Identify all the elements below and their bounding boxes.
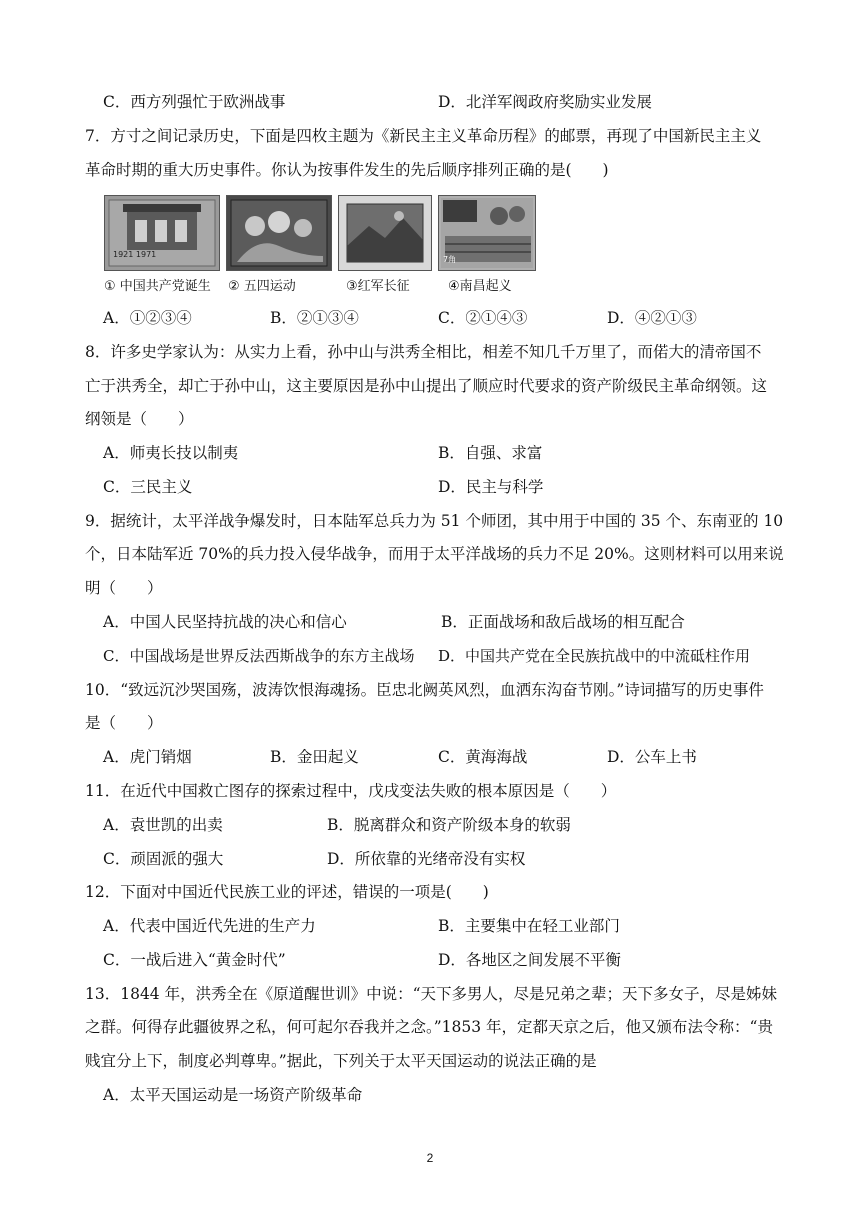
q8-stem-line2: 亡于洪秀全，却亡于孙中山，这主要原因是孙中山提出了顺应时代要求的资产阶级民主革命纲领。这 <box>85 377 768 395</box>
stamp-2-picture <box>227 196 331 270</box>
page-number: 2 <box>426 1151 434 1165</box>
q9-stem-line3: 明（ ） <box>85 579 163 597</box>
stamp-3-picture <box>339 196 431 270</box>
q10-stem-line1: 10．“致远沉沙哭国殇，波涛饮恨海魂扬。臣忠北阙英风烈，血洒东沟奋节刚。”诗词描写的历史事件 <box>85 681 764 699</box>
q13-stem-line1: 13．1844 年，洪秀全在《原道醒世训》中说：“天下多男人，尽是兄弟之辈；天下多女子，尽是姊妹 <box>85 985 778 1003</box>
q10-option-c: C．黄海海战 <box>438 748 528 766</box>
q12-option-d: D．各地区之间发展不平衡 <box>438 951 621 969</box>
q8-stem-line1: 8．许多史学家认为：从实力上看，孙中山与洪秀全相比，相差不知几千万里了，而偌大的清帝国不 <box>85 343 762 361</box>
q12-option-b: B．主要集中在轻工业部门 <box>438 917 620 935</box>
q9-option-a: A．中国人民坚持抗战的决心和信心 <box>103 613 347 631</box>
q7-stem-line1: 7．方寸之间记录历史，下面是四枚主题为《新民主主义革命历程》的邮票，再现了中国新民主主义 <box>85 127 762 145</box>
q8-option-c: C．三民主义 <box>103 478 193 496</box>
q7-option-b: B．②①③④ <box>270 309 359 327</box>
q13-stem-line3: 贱宜分上下，制度必判尊卑。”据此，下列关于太平天国运动的说法正确的是 <box>85 1052 597 1070</box>
q13-stem-line2: 之群。何得存此疆彼界之私，何可起尔吞我并之念。”1853 年，定都天京之后，他又颁布法令称：“贵 <box>85 1018 773 1036</box>
q7-option-d: D．④②①③ <box>607 309 697 327</box>
stamp-3-caption: ③红军长征 <box>346 279 410 294</box>
stamp-2-image <box>226 195 332 271</box>
q8-option-d: D．民主与科学 <box>438 478 544 496</box>
q9-stem-line1: 9．据统计，太平洋战争爆发时，日本陆军总兵力为 51 个师团，其中用于中国的 35 个、东南亚的 10 <box>85 512 784 530</box>
q8-option-b: B．自强、求富 <box>438 444 543 462</box>
q12-option-c: C．一战后进入“黄金时代” <box>103 951 286 969</box>
q12-option-a: A．代表中国近代先进的生产力 <box>103 917 316 935</box>
stamp-1-image <box>104 195 220 271</box>
q12-stem-line1: 12．下面对中国近代民族工业的评述，错误的一项是( ) <box>85 883 489 901</box>
q7-stem-line2: 革命时期的重大历史事件。你认为按事件发生的先后顺序排列正确的是( ) <box>85 161 609 179</box>
q8-option-a: A．师夷长技以制夷 <box>103 444 239 462</box>
q6-option-d: D．北洋军阀政府奖励实业发展 <box>438 93 652 111</box>
q7-option-a: A．①②③④ <box>103 309 192 327</box>
stamp-4-image <box>438 195 536 271</box>
stamp-3-image <box>338 195 432 271</box>
stamp-images <box>102 195 542 295</box>
q10-stem-line2: 是（ ） <box>85 714 163 732</box>
q11-option-a: A．袁世凯的出卖 <box>103 816 223 834</box>
q8-stem-line3: 纲领是（ ） <box>85 410 194 428</box>
stamp-4-value: 7角 <box>443 255 457 264</box>
q11-option-d: D．所依靠的光绪帝没有实权 <box>327 850 526 868</box>
stamp-2-caption: ② 五四运动 <box>228 279 296 294</box>
q13-option-a: A．太平天国运动是一场资产阶级革命 <box>103 1086 363 1104</box>
q10-option-b: B．金田起义 <box>270 748 359 766</box>
q9-option-c: C．中国战场是世界反法西斯战争的东方主战场 <box>103 647 415 665</box>
stamp-4-caption: ④南昌起义 <box>448 279 512 294</box>
q9-option-b: B．正面战场和敌后战场的相互配合 <box>441 613 685 631</box>
q11-option-c: C．顽固派的强大 <box>103 850 224 868</box>
q6-option-c: C．西方列强忙于欧洲战事 <box>103 93 286 111</box>
q11-option-b: B．脱离群众和资产阶级本身的软弱 <box>327 816 571 834</box>
q9-option-d: D．中国共产党在全民族抗战中的中流砥柱作用 <box>438 647 751 665</box>
q10-option-a: A．虎门销烟 <box>103 748 192 766</box>
q11-stem-line1: 11．在近代中国救亡图存的探索过程中，戊戌变法失败的根本原因是（ ） <box>85 782 617 800</box>
q10-option-d: D．公车上书 <box>607 748 697 766</box>
stamp-1-caption: ① 中国共产党诞生 <box>104 279 211 294</box>
stamp-1-year: 1921 1971 <box>113 250 157 259</box>
q7-option-c: C．②①④③ <box>438 309 528 327</box>
q9-stem-line2: 个，日本陆军近 70%的兵力投入侵华战争，而用于太平洋战场的兵力不足 20%。这则材料可以用来说 <box>85 545 784 563</box>
